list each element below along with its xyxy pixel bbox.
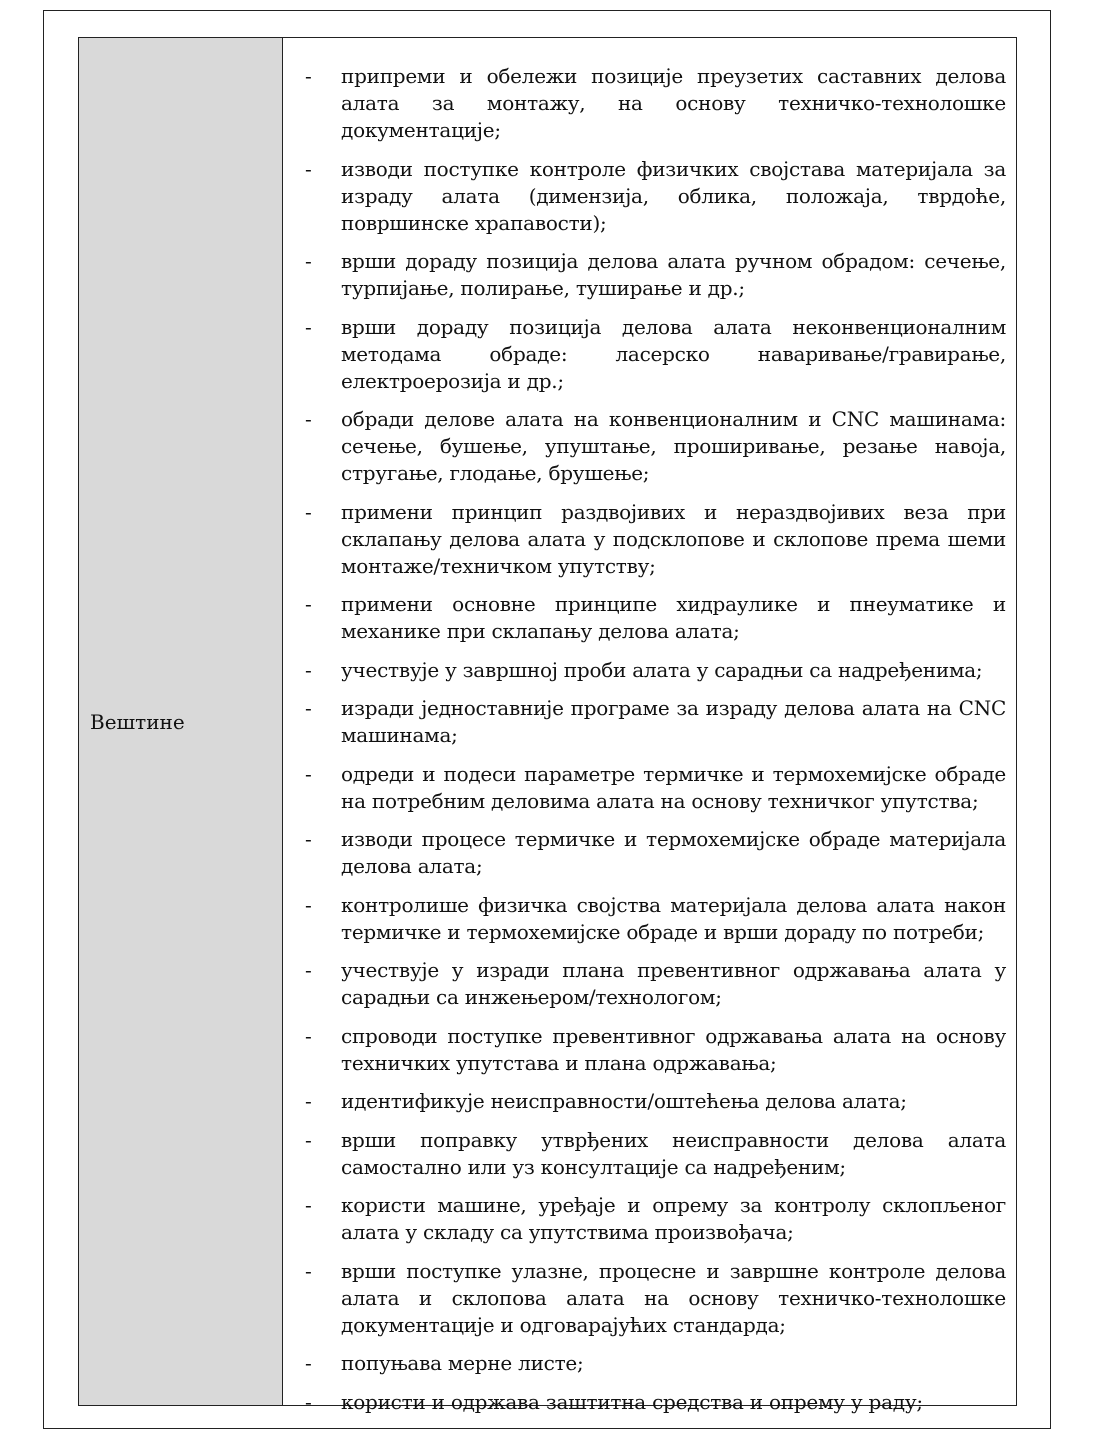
bullet-dash: - [305,249,312,273]
list-item-text: спроводи поступке превентивног одржавања алата на основу техничких упутстава и плана одржавања; [341,1023,1006,1075]
list-item [305,1350,1006,1377]
list-item-text: обради делове алата на конвенционалним и CNC машинама: сечење, бушење, упуштање, проширивање, резање навоја, стругање, глодање, брушење; [341,407,1006,485]
list-item [305,1389,1006,1416]
bullet-dash: - [305,64,312,88]
bullet-dash: - [305,407,312,431]
bullet-dash: - [305,892,312,917]
bullet-dash: - [305,1193,312,1217]
list-item [305,1258,1006,1339]
bullet-dash: - [305,314,312,339]
bullet-dash: - [305,696,312,720]
list-item-text: користи и одржава заштитна средства и опрему у раду; [341,1389,923,1414]
bullet-dash: - [305,1351,312,1375]
list-item [305,248,1006,302]
bullet-dash: - [305,1023,312,1048]
list-item-text: учествује у изради плана превентивног одржавања алата у сарадњи са инжењером/технологом; [341,958,1006,1009]
list-item-text: врши дораду позиција делова алата неконвенционалним методама обраде: ласерско наваривање/гравирање, електроерозија и др.; [341,314,1006,393]
list-item [305,695,1006,749]
list-item [305,761,1006,815]
list-item [305,1192,1006,1246]
list-item [305,657,1006,684]
list-item [305,156,1006,237]
list-item-text: изводи процесе термичке и термохемијске обраде материјала делова алата; [341,827,1006,878]
list-item [305,591,1006,645]
skills-label: Вештине [90,709,185,734]
list-item-text: изводи поступке контроле физичких својстава материјала за израду алата (димензија, облика, положаја, тврдоће, површинске храпавости); [341,156,1006,235]
bullet-dash: - [305,499,312,524]
list-item-text: попуњава мерне листе; [341,1351,584,1375]
list-item-text: примени основне принципе хидраулике и пнеуматике и механике при склапању делова алата; [341,592,1006,643]
content-cell [283,38,1016,1414]
list-item [305,1023,1006,1077]
list-item [305,63,1006,144]
list-item-text: изради једноставније програме за израду делова алата на CNC машинама; [341,696,1006,747]
bullet-dash: - [305,761,312,786]
bullet-dash: - [305,958,312,982]
list-item [305,406,1006,487]
skills-table [78,37,1017,1414]
bullet-dash: - [305,657,312,682]
list-item [305,826,1006,880]
list-item-text: учествује у завршној проби алата у сарадњи са надређенима; [341,657,983,682]
list-item [305,314,1006,395]
list-item [305,1088,1006,1115]
list-item [305,1127,1006,1181]
bullet-dash: - [305,156,312,181]
bullet-dash: - [305,592,312,616]
list-item-text: врши дораду позиција делова алата ручном обрадом: сечење, турпијање, полирање, туширање и др.; [341,249,1006,300]
bullet-dash: - [305,1389,312,1414]
skill-list [305,63,1006,1416]
list-item-text: идентификује неисправности/оштећења делова алата; [341,1089,907,1113]
list-item-text: врши поступке улазне, процесне и завршне контроле делова алата и склопова алата на основу техничко-технолошке документације и одговарајућих стандарда; [341,1258,1006,1337]
list-item-text: користи машине, уређаје и опрему за контролу склопљеног алата у складу са упутствима произвођача; [341,1193,1006,1244]
list-item [305,499,1006,580]
list-item-text: примени принцип раздвојивих и нераздвојивих веза при склапању делова алата у подсклопове и склопове према шеми монтаже/техничком упутству; [341,499,1006,578]
list-item [305,892,1006,946]
list-item [305,957,1006,1011]
bullet-dash: - [305,1127,312,1152]
bullet-dash: - [305,1089,312,1113]
list-item-text: одреди и подеси параметре термичке и термохемијске обраде на потребним деловима алата на основу техничког упутства; [341,761,1006,813]
list-item-text: врши поправку утврђених неисправности делова алата самостално или уз консултације са надређеним; [341,1127,1006,1179]
list-item-text: припреми и обележи позиције преузетих саставних делова алата за монтажу, на основу техничко-технолошке документације; [341,64,1006,142]
bullet-dash: - [305,827,312,851]
list-item-text: контролише физичка својства материјала делова алата након термичке и термохемијске обраде и врши дораду по потреби; [341,892,1006,944]
bullet-dash: - [305,1258,312,1283]
label-cell [79,38,283,1405]
